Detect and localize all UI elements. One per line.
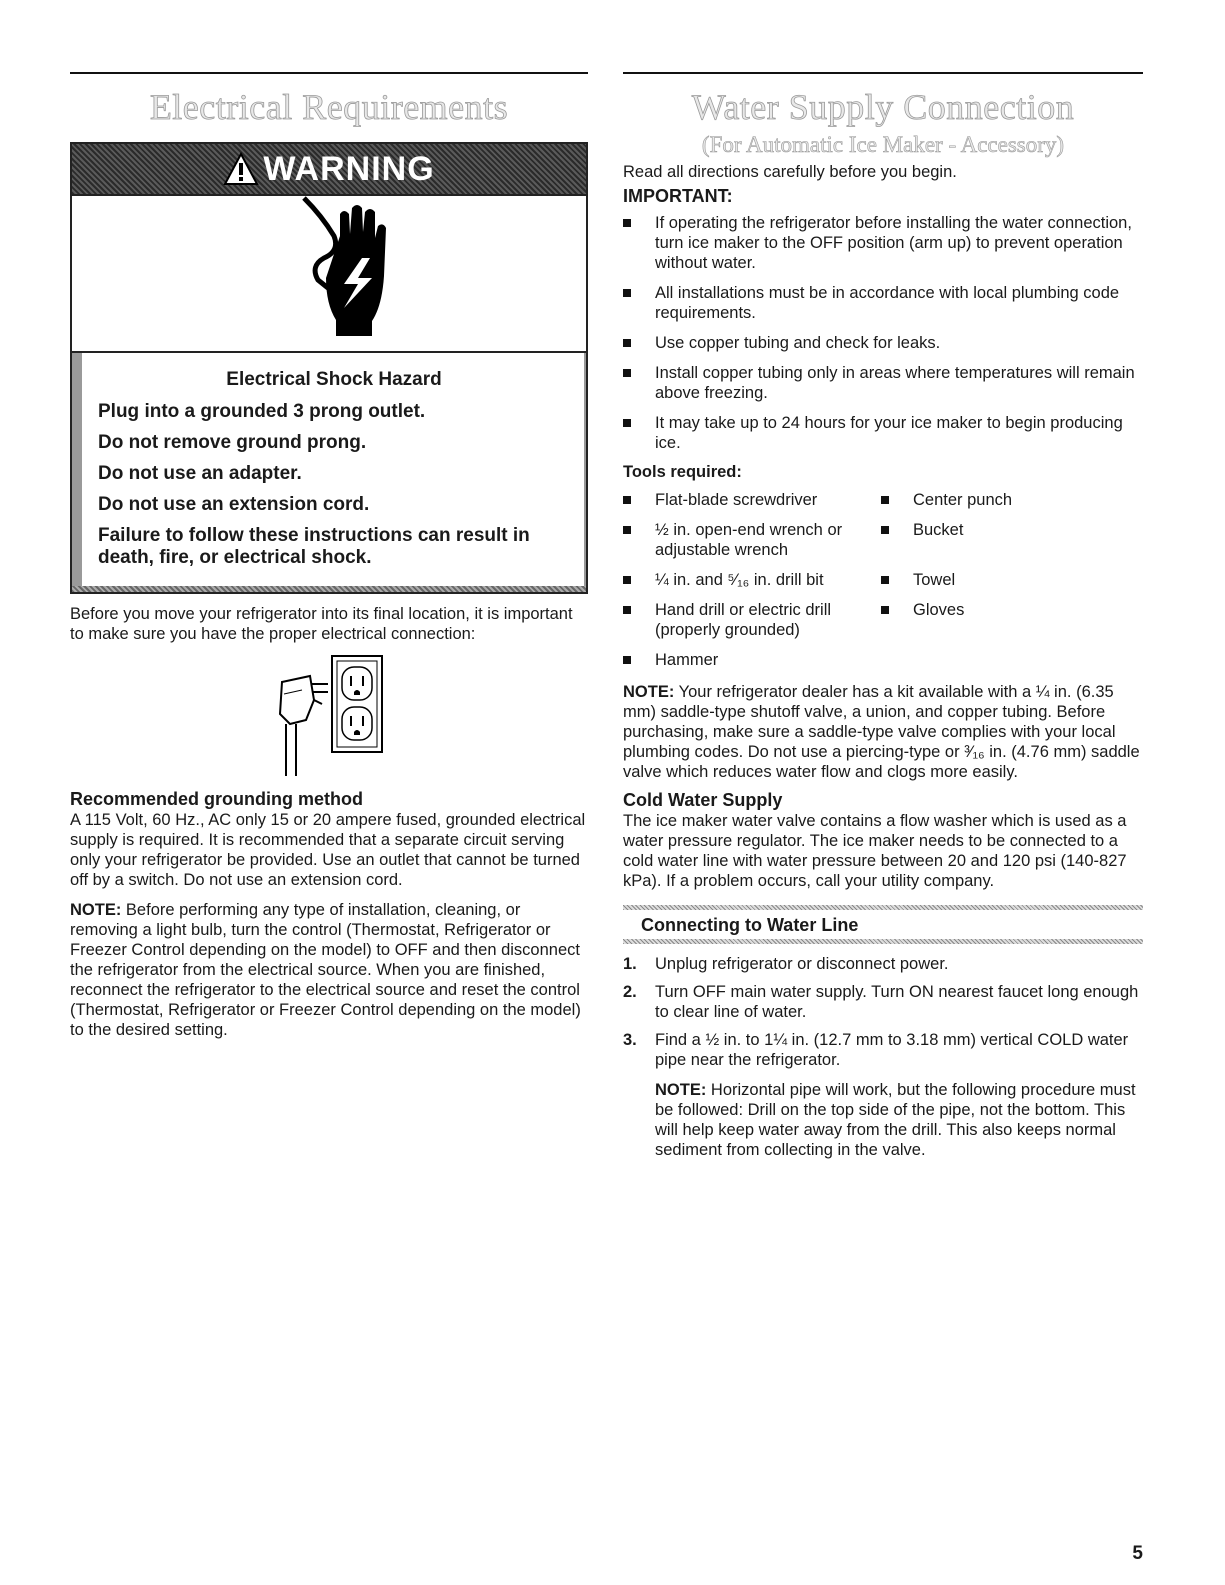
warning-triangle-icon — [223, 152, 259, 186]
list-item: Center punch — [881, 490, 1143, 510]
section-subtitle: (For Automatic Ice Maker - Accessory) — [701, 132, 1065, 157]
grounded-plug-outlet-icon — [70, 654, 588, 779]
step-item — [623, 954, 1143, 974]
warning-line: Do not remove ground prong. — [98, 432, 367, 453]
step-number: 2. — [623, 983, 637, 1001]
section-title: Electrical Requirements — [149, 87, 509, 127]
note-text: Your refrigerator dealer has a kit available with a ¼ in. (6.35 mm) saddle-type shutoff valve, a union, and copper tubing. Before purchasing, make sure a saddle-type valve complies with your local plumbing codes. Do not use a piercing-type or ³⁄₁₆ in. (4.76 mm) saddle valve which reduces water flow and clogs more easily. — [623, 683, 1140, 781]
note-text: Horizontal pipe will work, but the following procedure must be followed: Drill on the top side of the pipe, not the bottom. This will help keep water away from the drill. This also keeps normal sediment from collecting in the valve. — [655, 1081, 1136, 1159]
important-list — [623, 213, 1143, 453]
note-paragraph — [70, 900, 588, 1040]
list-item: Gloves — [881, 600, 1143, 620]
list-item: Hand drill or electric drill (properly grounded) — [623, 600, 881, 640]
cold-water-heading: Cold Water Supply — [623, 790, 783, 810]
warning-stripe — [72, 586, 586, 592]
electric-shock-hand-icon — [72, 196, 586, 351]
list-item: Use copper tubing and check for leaks. — [623, 333, 1143, 353]
cold-water-paragraph: The ice maker water valve contains a flow washer which is used as a water pressure regulator. The ice maker needs to be connected to a cold water line with water pressure between 20 and 120 psi (140-827 kPa). If a problem occurs, call your utility company. — [623, 812, 1127, 890]
kit-note-paragraph — [623, 682, 1143, 782]
step-item — [623, 1030, 1143, 1160]
list-item: Install copper tubing only in areas where temperatures will remain above freezing. — [623, 363, 1143, 403]
tools-list-left — [623, 490, 881, 680]
step-note — [655, 1080, 1143, 1160]
steps-list — [623, 954, 1143, 1160]
list-item: Flat-blade screwdriver — [623, 490, 881, 510]
warning-text — [72, 353, 586, 586]
step-number: 1. — [623, 955, 637, 973]
list-item: If operating the refrigerator before installing the water connection, turn ice maker to the OFF position (arm up) to prevent operation without water. — [623, 213, 1143, 273]
grounding-paragraph: A 115 Volt, 60 Hz., AC only 15 or 20 ampere fused, grounded electrical supply is required. It is recommended that a separate circuit serving only your refrigerator be provided. Use an outlet that cannot be turned off by a switch. Do not use an extension cord. — [70, 811, 586, 889]
step-number: 3. — [623, 1031, 637, 1049]
list-item: Towel — [881, 570, 1143, 590]
section-title: Water Supply Connection — [691, 87, 1075, 127]
note-text: Before performing any type of installation, cleaning, or removing a light bulb, turn the control (Thermostat, Refrigerator or Freezer Control depending on the model) to OFF and then disconnect the refrigerator from the electrical source. When you are finished, reconnect the refrigerator to the electrical source and reset the control (Thermostat, Refrigerator or Freezer Control depending on the model) to the desired setting. — [70, 901, 581, 1039]
electrical-requirements-section — [70, 72, 588, 1040]
tools-heading: Tools required: — [623, 463, 742, 481]
list-item: ½ in. open-end wrench or adjustable wrench — [623, 520, 881, 560]
step-text: Turn OFF main water supply. Turn ON nearest faucet long enough to clear line of water. — [655, 983, 1139, 1021]
list-item: ¼ in. and ⁵⁄₁₆ in. drill bit — [623, 570, 881, 590]
step-text: Find a ½ in. to 1¼ in. (12.7 mm to 3.18 mm) vertical COLD water pipe near the refrigerator. — [655, 1031, 1129, 1069]
warning-line: Plug into a grounded 3 prong outlet. — [98, 401, 426, 422]
list-item: Hammer — [623, 650, 881, 670]
warning-line: Failure to follow these instructions can result in death, fire, or electrical shock. — [98, 525, 530, 568]
hazard-title: Electrical Shock Hazard — [226, 369, 442, 390]
list-item: Bucket — [881, 520, 1143, 540]
tools-list-right — [881, 490, 1143, 680]
step-text: Unplug refrigerator or disconnect power. — [655, 955, 949, 973]
page-number: 5 — [1132, 1543, 1143, 1564]
note-label: NOTE: — [70, 901, 122, 919]
outlet-illustration — [70, 654, 588, 779]
tools-list — [623, 490, 1143, 680]
important-label: IMPORTANT: — [623, 186, 733, 206]
list-item: All installations must be in accordance with local plumbing code requirements. — [623, 283, 1143, 323]
section-rule — [623, 72, 1143, 74]
warning-box — [70, 142, 588, 594]
connecting-heading-bar — [623, 905, 1143, 944]
warning-line: Do not use an adapter. — [98, 463, 302, 484]
warning-band — [72, 144, 586, 194]
note-label: NOTE: — [655, 1081, 707, 1099]
shock-hazard-illustration — [72, 194, 586, 353]
warning-label: WARNING — [263, 149, 435, 188]
connecting-heading: Connecting to Water Line — [641, 915, 859, 935]
step-item — [623, 982, 1143, 1022]
intro-paragraph: Before you move your refrigerator into its final location, it is important to make sure you have the proper electrical connection: — [70, 605, 573, 643]
note-label: NOTE: — [623, 683, 675, 701]
read-first-text: Read all directions carefully before you begin. — [623, 163, 957, 181]
section-rule — [70, 72, 588, 74]
heading-stripe — [623, 939, 1143, 944]
grounding-heading: Recommended grounding method — [70, 789, 364, 809]
water-supply-section — [623, 72, 1143, 1168]
list-item: It may take up to 24 hours for your ice maker to begin producing ice. — [623, 413, 1143, 453]
warning-line: Do not use an extension cord. — [98, 494, 370, 515]
